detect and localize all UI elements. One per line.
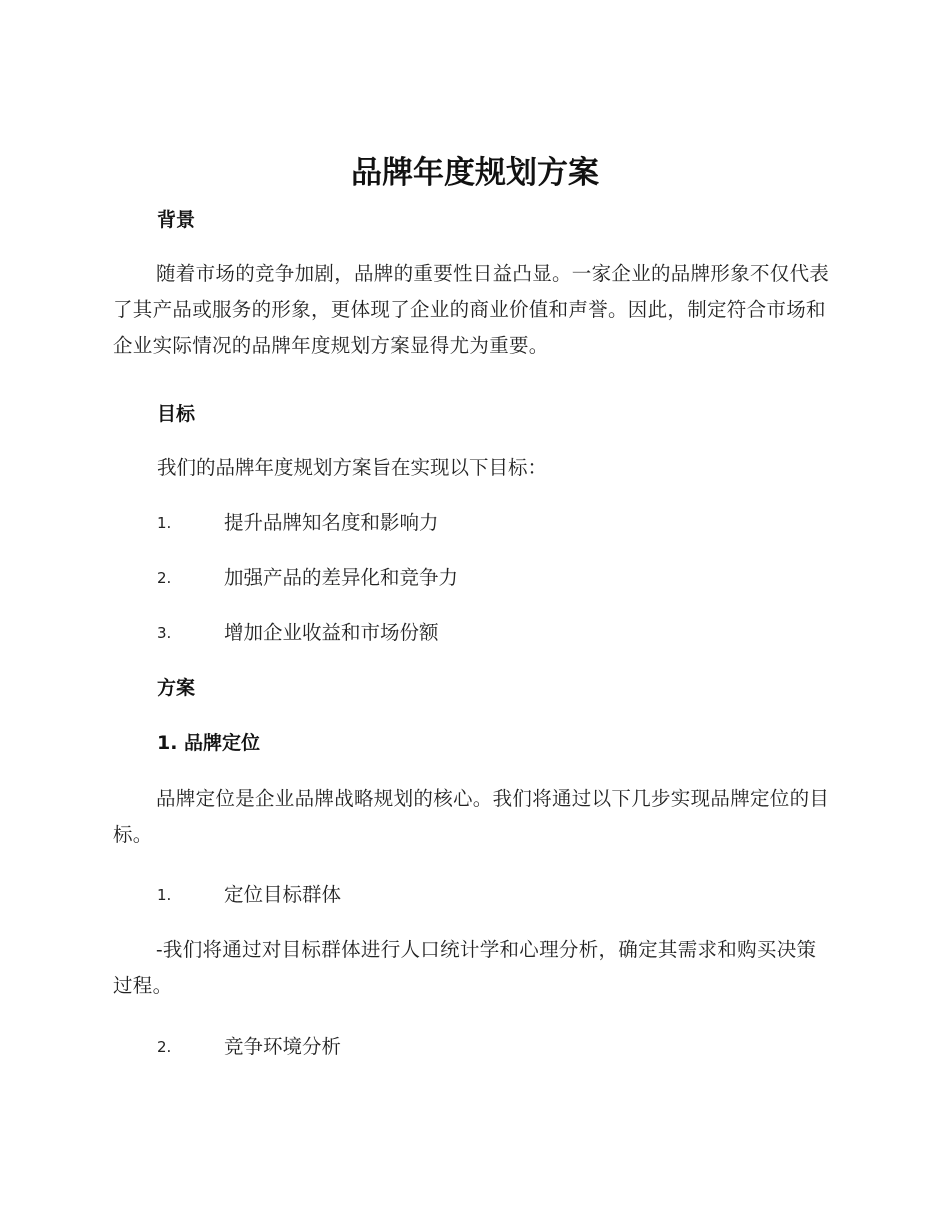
goal-item-number: 2. [157,569,172,587]
heading-goals: 目标 [157,403,196,425]
goal-item-text: 增加企业收益和市场份额 [224,621,439,644]
heading-plan: 方案 [157,677,196,699]
goal-item-number: 1. [157,514,172,532]
step-item-text: 竞争环境分析 [224,1035,342,1058]
goal-item-number: 3. [157,624,172,642]
heading-brand-positioning: 1. 品牌定位 [157,732,261,754]
step-item-text: 定位目标群体 [224,883,342,906]
goal-item-text: 提升品牌知名度和影响力 [224,511,439,534]
document-title: 品牌年度规划方案 [351,155,599,191]
step-item-number: 2. [157,1038,172,1056]
heading-background: 背景 [157,209,196,231]
brand-positioning-paragraph: 品牌定位是企业品牌战略规划的核心。我们将通过以下几步实现品牌定位的目标。 [113,787,830,846]
step-detail-paragraph: -我们将通过对目标群体进行人口统计学和心理分析，确定其需求和购买决策过程。 [113,938,817,997]
goal-item-text: 加强产品的差异化和竞争力 [224,566,459,589]
goals-intro: 我们的品牌年度规划方案旨在实现以下目标： [157,456,548,479]
step-item-number: 1. [157,886,172,904]
background-paragraph: 随着市场的竞争加剧，品牌的重要性日益凸显。一家企业的品牌形象不仅代表了其产品或服务的形象，更体现了企业的商业价值和声誉。因此，制定符合市场和企业实际情况的品牌年度规划方案显得尤为重要。 [113,262,830,357]
